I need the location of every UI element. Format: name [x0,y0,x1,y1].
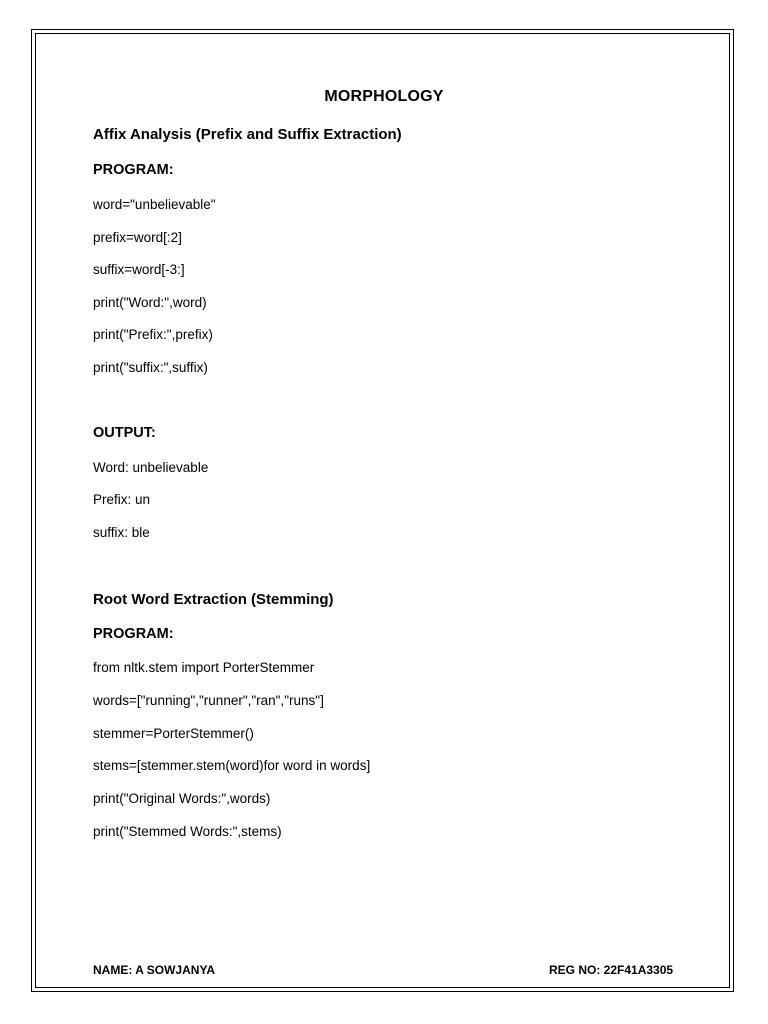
output-label: OUTPUT: [93,425,156,441]
code-line: from nltk.stem import PorterStemmer [93,660,315,675]
code-line: stemmer=PorterStemmer() [93,726,254,741]
code-line: prefix=word[:2] [93,230,182,245]
program-label: PROGRAM: [93,626,174,642]
code-line: stems=[stemmer.stem(word)for word in words] [93,758,371,773]
code-line: print("Original Words:",words) [93,791,271,806]
footer-name: NAME: A SOWJANYA [93,963,216,977]
section-heading-affix-analysis: Affix Analysis (Prefix and Suffix Extraction) [93,126,402,143]
page-title: MORPHOLOGY [324,88,444,105]
code-line: print("suffix:",suffix) [93,360,208,375]
output-line: Word: unbelievable [93,460,209,475]
section-heading-stemming: Root Word Extraction (Stemming) [93,591,334,608]
code-line: word="unbelievable" [93,197,216,212]
output-line: suffix: ble [93,525,150,540]
code-line: print("Word:",word) [93,295,207,310]
code-line: print("Prefix:",prefix) [93,327,213,342]
footer-reg-no: REG NO: 22F41A3305 [549,963,674,977]
program-label: PROGRAM: [93,162,174,178]
code-line: words=["running","runner","ran","runs"] [93,693,324,708]
code-line: suffix=word[-3:] [93,262,185,277]
output-line: Prefix: un [93,492,151,507]
code-line: print("Stemmed Words:",stems) [93,824,282,839]
